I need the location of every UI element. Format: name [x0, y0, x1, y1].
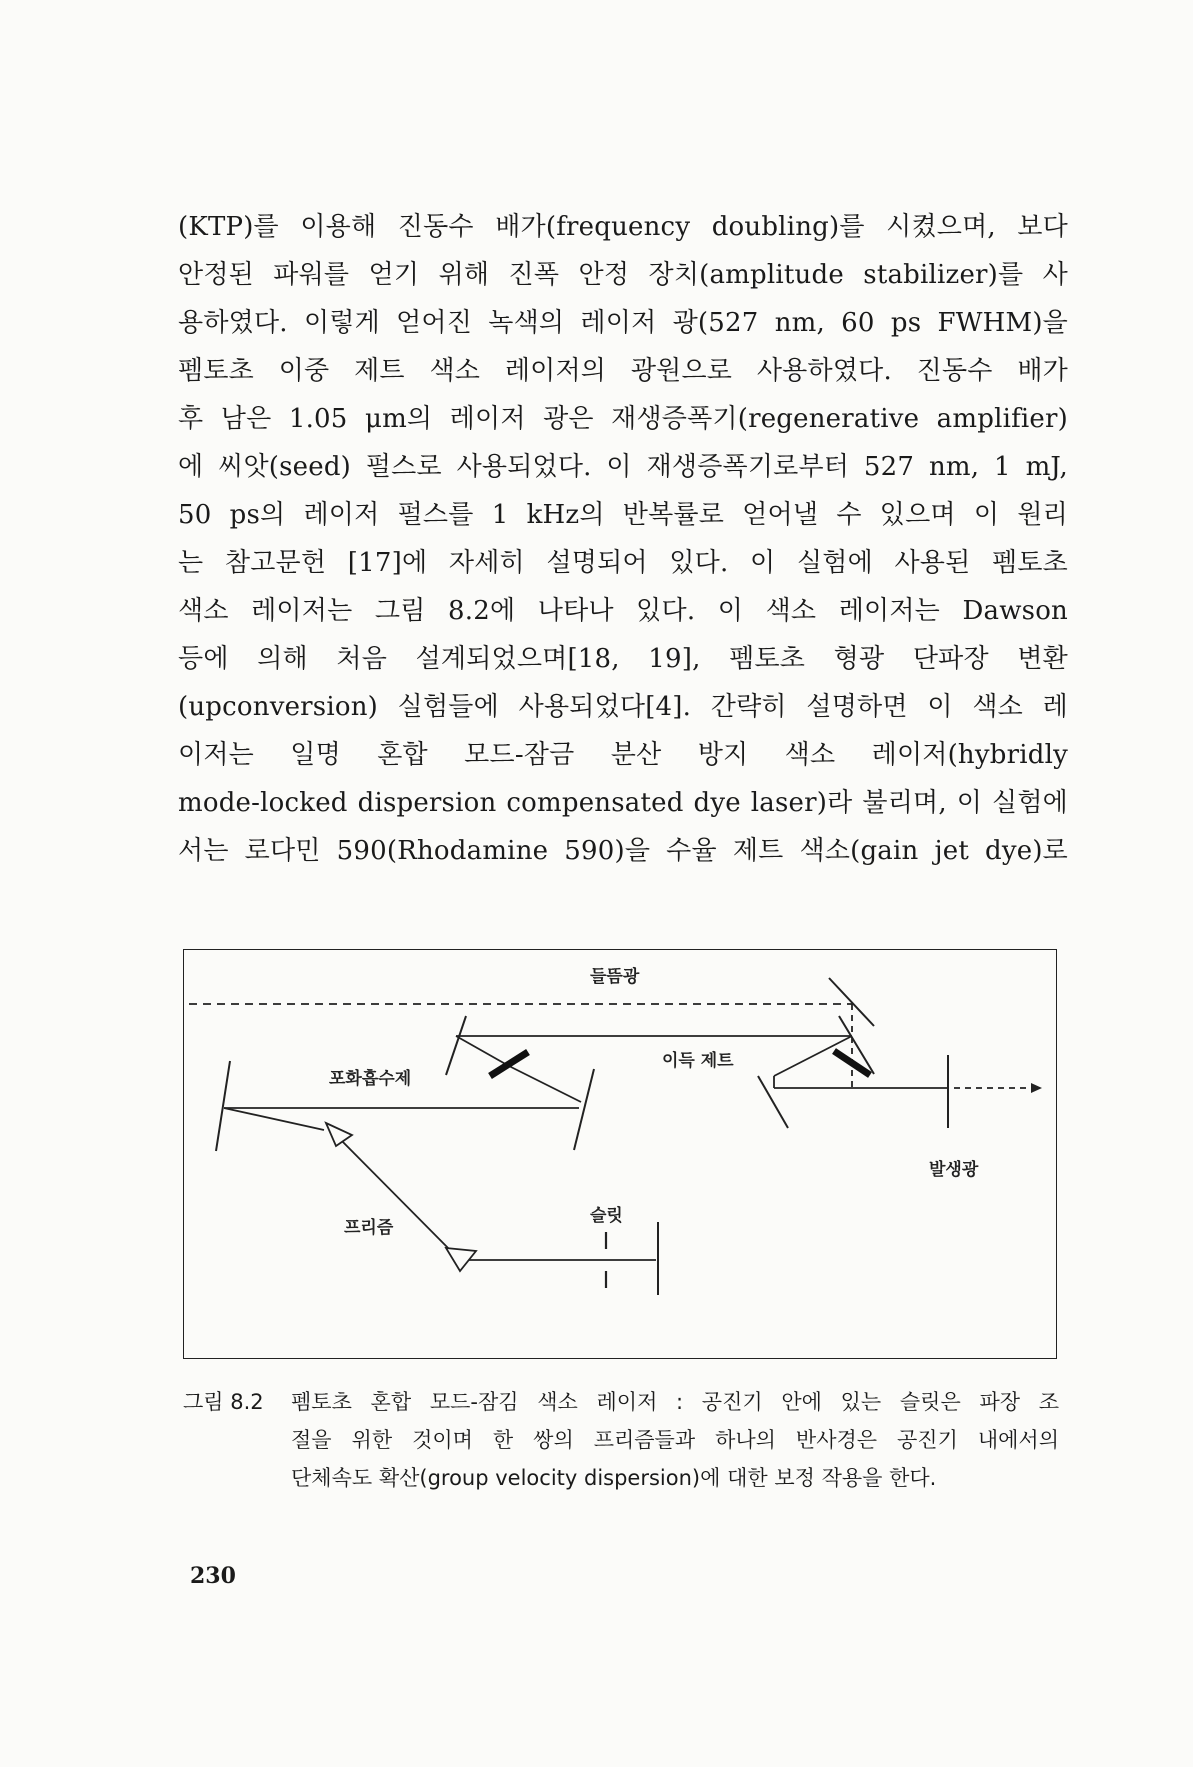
body-line: 안정된 파워를 얻기 위해 진폭 안정 장치(amplitude stabilizer)를 사: [178, 260, 1068, 290]
body-line: 서는 로다민 590(Rhodamine 590)을 수율 제트 색소(gain jet dye)로: [178, 836, 1068, 866]
caption-line: 단체속도 확산(group velocity dispersion)에 대한 보정 작용을 한다.: [291, 1466, 937, 1490]
page-number: 230: [190, 1563, 236, 1589]
body-line: 펨토초 이중 제트 색소 레이저의 광원으로 사용하였다. 진동수 배가: [178, 356, 1068, 386]
body-line: 이저는 일명 혼합 모드-잠금 분산 방지 색소 레이저(hybridly: [178, 740, 1068, 770]
label-pump: 들뜸광: [590, 967, 640, 987]
label-output: 발생광: [929, 1160, 979, 1180]
label-slit: 슬릿: [590, 1206, 623, 1226]
body-line: 색소 레이저는 그림 8.2에 나타나 있다. 이 색소 레이저는 Dawson: [178, 596, 1068, 626]
caption-text: [291, 1383, 1059, 1497]
body-line: (KTP)를 이용해 진동수 배가(frequency doubling)를 시켰으며, 보다: [178, 212, 1068, 242]
caption-line: 절을 위한 것이며 한 쌍의 프리즘들과 하나의 반사경은 공진기 내에서의: [291, 1428, 1059, 1452]
body-line: 는 참고문헌 [17]에 자세히 설명되어 있다. 이 실험에 사용된 펨토초: [178, 548, 1068, 578]
body-line: 후 남은 1.05 μm의 레이저 광은 재생증폭기(regenerative amplifier): [178, 404, 1068, 434]
caption-line: 펨토초 혼합 모드-잠김 색소 레이저 : 공진기 안에 있는 슬릿은 파장 조: [291, 1390, 1059, 1414]
body-paragraph: [178, 203, 1068, 875]
label-gain-jet: 이득 제트: [662, 1051, 734, 1071]
body-line: 에 씨앗(seed) 펄스로 사용되었다. 이 재생증폭기로부터 527 nm, 1 mJ,: [178, 452, 1068, 482]
label-prism: 프리즘: [344, 1218, 394, 1238]
prism-1: [326, 1123, 352, 1146]
end-mirror-left: [216, 1061, 230, 1151]
body-line: mode-locked dispersion compensated dye laser)라 불리며, 이 실험에: [178, 788, 1068, 818]
body-line: 용하였다. 이렇게 얻어진 녹색의 레이저 광(527 nm, 60 ps FWHM)을: [178, 308, 1068, 338]
beam-to-absorber: [509, 1066, 581, 1102]
body-line: (upconversion) 실험들에 사용되었다[4]. 간략히 설명하면 이 색소 레: [178, 692, 1068, 722]
laser-cavity-figure: [183, 949, 1057, 1359]
gain-fold-mirror: [758, 1076, 788, 1128]
output-arrowhead: [1031, 1083, 1042, 1093]
laser-cavity-diagram: [184, 950, 1058, 1360]
body-line: 등에 의해 처음 설계되었으며[18, 19], 펨토초 형광 단파장 변환: [178, 644, 1068, 674]
label-absorber: 포화흡수제: [329, 1069, 412, 1089]
body-line: 50 ps의 레이저 펄스를 1 kHz의 반복률로 얻어낼 수 있으며 이 원리: [178, 500, 1068, 530]
top-left-mirror: [446, 1016, 466, 1075]
absorber-fold-mirror: [574, 1069, 594, 1150]
caption-label: 그림 8.2: [183, 1390, 264, 1414]
beam-absorber-to-top-mirror: [456, 1036, 509, 1066]
beam-left-to-prism1: [224, 1108, 324, 1130]
